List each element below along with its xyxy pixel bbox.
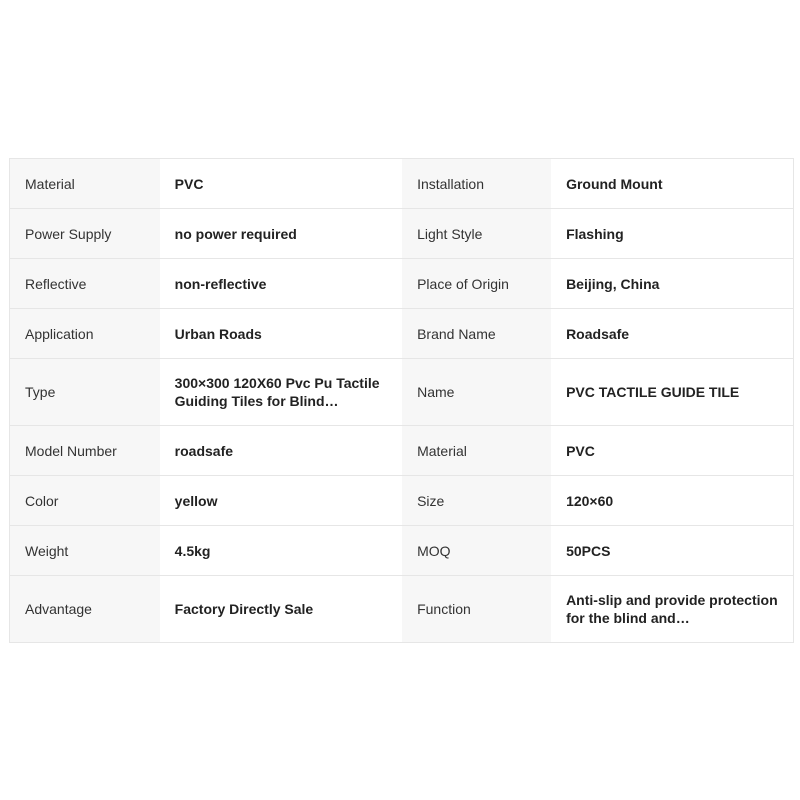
spec-value: yellow [160, 476, 402, 526]
spec-key: Place of Origin [402, 259, 551, 309]
spec-value: PVC [551, 426, 793, 476]
spec-row [10, 309, 794, 359]
spec-value: Beijing, China [551, 259, 793, 309]
spec-value: PVC TACTILE GUIDE TILE [551, 359, 793, 426]
spec-value: Flashing [551, 209, 793, 259]
spec-key: Function [402, 576, 551, 643]
spec-key: Weight [10, 526, 160, 576]
spec-row [10, 159, 794, 209]
spec-row [10, 426, 794, 476]
spec-key: Type [10, 359, 160, 426]
spec-value [160, 359, 402, 426]
spec-row [10, 576, 794, 643]
spec-key: Model Number [10, 426, 160, 476]
spec-value: Urban Roads [160, 309, 402, 359]
spec-value: Ground Mount [551, 159, 793, 209]
spec-value: Factory Directly Sale [160, 576, 402, 643]
spec-key: Color [10, 476, 160, 526]
spec-value-text: 300×300 120X60 Pvc Pu Tactile Guiding Tiles for Blind… [174, 375, 380, 409]
spec-value: 50PCS [551, 526, 793, 576]
spec-value: non-reflective [160, 259, 402, 309]
spec-key: Material [10, 159, 160, 209]
product-specifications-table [9, 158, 794, 643]
spec-row [10, 259, 794, 309]
spec-row [10, 476, 794, 526]
spec-value: roadsafe [160, 426, 402, 476]
spec-value: 4.5kg [160, 526, 402, 576]
spec-key: Reflective [10, 259, 160, 309]
spec-key: Power Supply [10, 209, 160, 259]
spec-value: PVC [160, 159, 402, 209]
spec-key: Advantage [10, 576, 160, 643]
spec-row [10, 209, 794, 259]
spec-value: 120×60 [551, 476, 793, 526]
spec-key: Application [10, 309, 160, 359]
spec-key: Brand Name [402, 309, 551, 359]
spec-key: Material [402, 426, 551, 476]
spec-value [551, 576, 793, 643]
spec-key: Installation [402, 159, 551, 209]
spec-row [10, 359, 794, 426]
spec-row [10, 526, 794, 576]
spec-value-text: Anti-slip and provide protection for the blind and… [566, 592, 778, 626]
spec-value: no power required [160, 209, 402, 259]
spec-value: Roadsafe [551, 309, 793, 359]
spec-key: Light Style [402, 209, 551, 259]
spec-key: MOQ [402, 526, 551, 576]
spec-key: Name [402, 359, 551, 426]
spec-key: Size [402, 476, 551, 526]
